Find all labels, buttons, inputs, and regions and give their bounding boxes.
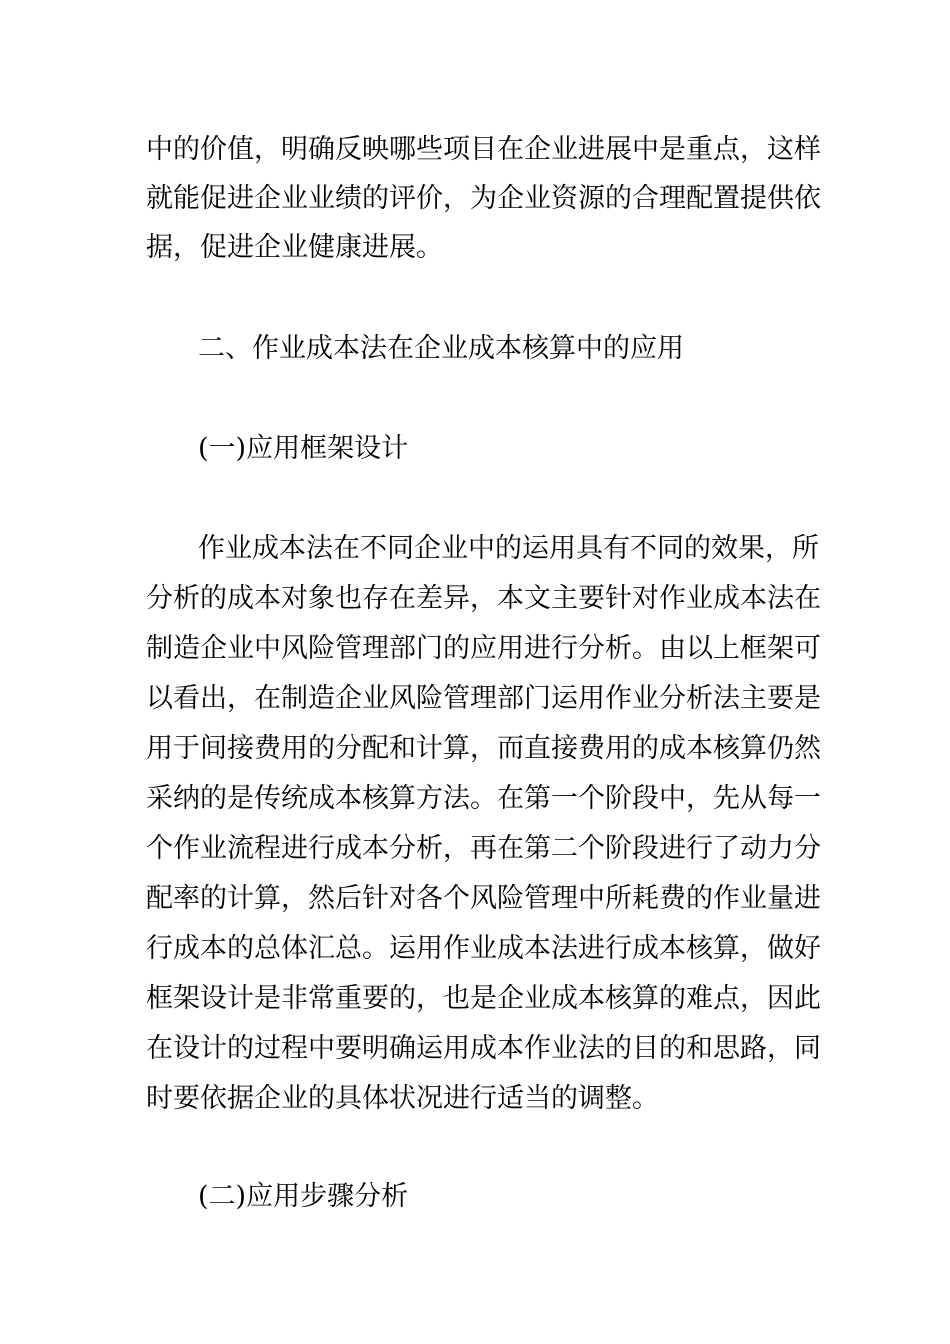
paragraph-line: 行成本的总体汇总。运用作业成本法进行成本核算，做好 — [146, 933, 821, 964]
paragraph-line: 作业成本法在不同企业中的运用具有不同的效果，所 — [198, 533, 819, 564]
paragraph-line: 配率的计算，然后针对各个风险管理中所耗费的作业量进 — [146, 883, 821, 914]
paragraph-line: 采纳的是传统成本核算方法。在第一个阶段中，先从每一 — [146, 783, 821, 814]
subsection-heading: (一)应用框架设计 — [198, 433, 409, 464]
paragraph-line: 中的价值，明确反映哪些项目在企业进展中是重点，这样 — [146, 134, 821, 165]
paragraph-line: 时要依据企业的具体状况进行适当的调整。 — [146, 1083, 659, 1114]
paragraph-line: 以看出，在制造企业风险管理部门运用作业分析法主要是 — [146, 683, 821, 714]
paragraph-line: 框架设计是非常重要的，也是企业成本核算的难点，因此 — [146, 983, 821, 1014]
paragraph-line: 据，促进企业健康进展。 — [146, 232, 443, 263]
paragraph-line: 个作业流程进行成本分析，再在第二个阶段进行了动力分 — [146, 833, 821, 864]
paragraph-line: 制造企业中风险管理部门的应用进行分析。由以上框架可 — [146, 633, 821, 664]
paragraph-line: 用于间接费用的分配和计算，而直接费用的成本核算仍然 — [146, 733, 821, 764]
paragraph-line: 就能促进企业业绩的评价，为企业资源的合理配置提供依 — [146, 183, 821, 214]
section-heading: 二、作业成本法在企业成本核算中的应用 — [198, 333, 684, 364]
paragraph-line: 在设计的过程中要明确运用成本作业法的目的和思路，同 — [146, 1033, 821, 1064]
subsection-heading: (二)应用步骤分析 — [198, 1181, 409, 1212]
paragraph-line: 分析的成本对象也存在差异，本文主要针对作业成本法在 — [146, 583, 821, 614]
